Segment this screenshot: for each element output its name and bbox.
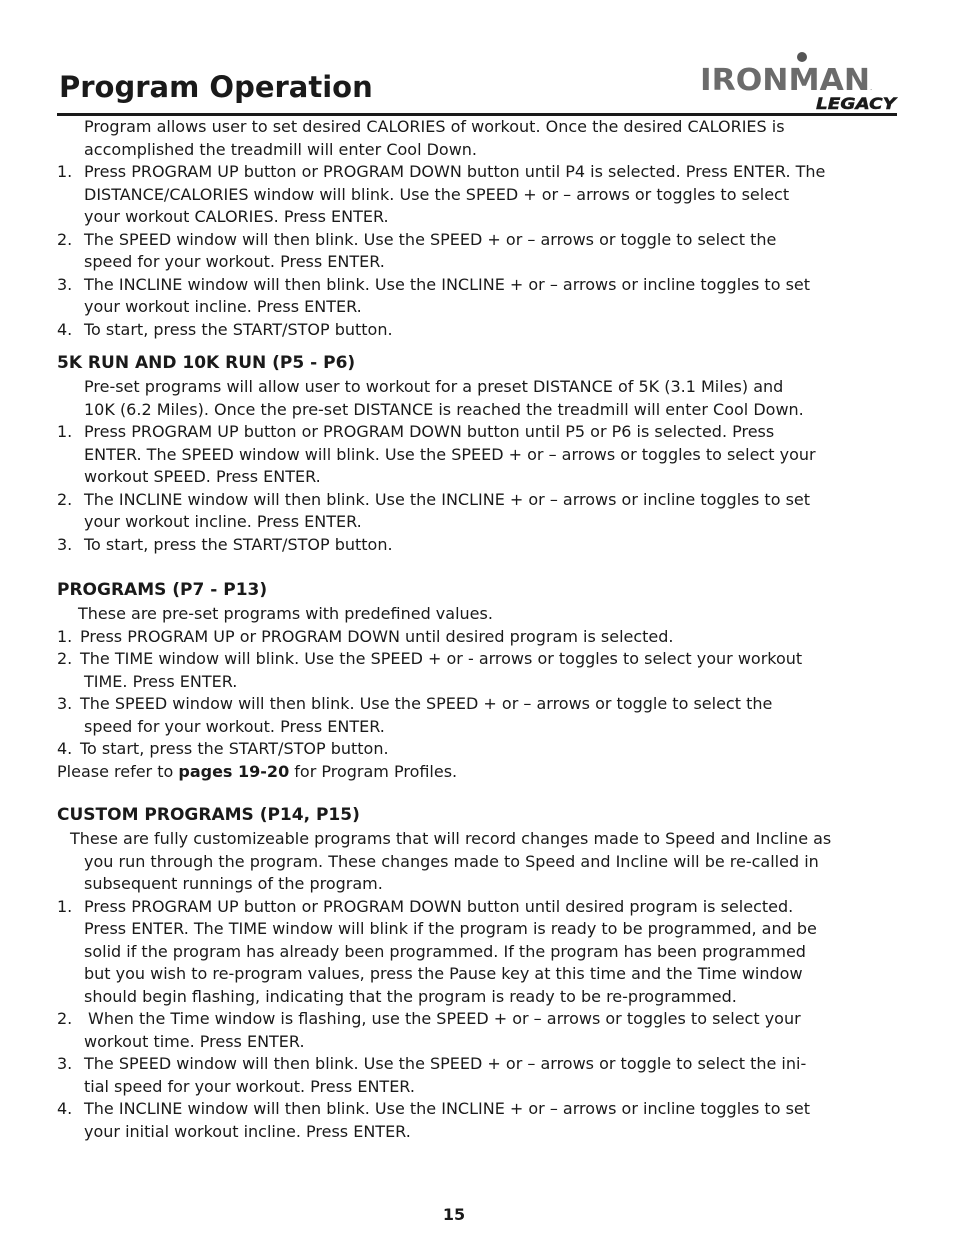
intro-line: Program allows user to set desired CALORIES of workout. Once the desired CALORIES is <box>84 117 785 136</box>
step-line: The INCLINE window will then blink. Use the INCLINE + or – arrows or incline toggles to set <box>84 489 811 509</box>
step-line: your initial workout incline. Press ENTER. <box>84 1121 411 1141</box>
step-number: 3. <box>57 534 73 554</box>
step-line: Press ENTER. The TIME window will blink if the program is ready to be programmed, and be <box>84 919 817 938</box>
svg-text:LEGACY: LEGACY <box>816 94 898 112</box>
step-number: 4. <box>57 1099 73 1118</box>
step-line: Press PROGRAM UP button or PROGRAM DOWN button until P5 or P6 is selected. Press <box>84 422 775 441</box>
step-number: 1. <box>57 422 73 441</box>
step-line: your workout incline. Press ENTER. <box>84 297 362 316</box>
step-number: 3. <box>57 1054 73 1073</box>
section-heading: CUSTOM PROGRAMS (P14, P15) <box>57 805 360 825</box>
step-line: The INCLINE window will then blink. Use the INCLINE + or – arrows or incline toggles to set <box>84 1099 811 1118</box>
step-line: TIME. Press ENTER. <box>84 671 238 691</box>
step-number: 4. <box>57 739 73 758</box>
intro-line: you run through the program. These changes made to Speed and Incline will be re-called in <box>84 851 819 871</box>
step-line: Press PROGRAM UP or PROGRAM DOWN until desired program is selected. <box>80 626 674 646</box>
section-heading: PROGRAMS (P7 - P13) <box>57 580 268 600</box>
step-line: your workout CALORIES. Press ENTER. <box>84 207 389 226</box>
intro-line: subsequent runnings of the program. <box>84 874 383 893</box>
step-line: The SPEED window will then blink. Use the SPEED + or – arrows or toggle to select the <box>80 694 773 713</box>
profile-reference <box>57 761 457 783</box>
step-line: To start, press the START/STOP button. <box>84 534 393 554</box>
intro-line: accomplished the treadmill will enter Cool Down. <box>84 139 478 159</box>
intro-line: These are pre-set programs with predefined values. <box>78 604 493 623</box>
step-line: Press PROGRAM UP button or PROGRAM DOWN button until P4 is selected. Press ENTER. The <box>84 162 826 181</box>
step-number: 4. <box>57 319 73 339</box>
svg-text:IRONMAN: IRONMAN <box>700 63 870 98</box>
step-line: solid if the program has already been programmed. If the program has been programmed <box>84 941 806 961</box>
step-line: but you wish to re-program values, press the Pause key at this time and the Time window <box>84 964 803 983</box>
step-number: 2. <box>57 229 73 249</box>
step-number: 2. <box>57 489 73 509</box>
step-line: speed for your workout. Press ENTER. <box>84 716 385 736</box>
step-line: The SPEED window will then blink. Use the SPEED + or – arrows or toggle to select the <box>84 229 777 249</box>
step-line: your workout incline. Press ENTER. <box>84 512 362 531</box>
refer-prefix: Please refer to <box>57 761 179 781</box>
step-number: 3. <box>57 274 73 294</box>
step-line: DISTANCE/CALORIES window will blink. Use the SPEED + or – arrows or toggles to select <box>84 184 790 204</box>
step-line: should begin flashing, indicating that the program is ready to be re-programmed. <box>84 986 737 1006</box>
refer-suffix: for Program Profiles. <box>289 761 458 781</box>
step-line: workout SPEED. Press ENTER. <box>84 467 321 486</box>
page-title: Program Operation <box>59 70 373 104</box>
step-number: 3. <box>57 694 73 713</box>
ironman-legacy-logo <box>698 50 898 112</box>
step-line: When the Time window is flashing, use the SPEED + or – arrows or toggles to select your <box>88 1009 801 1028</box>
step-number: 2. <box>57 649 73 668</box>
intro-line: These are fully customizeable programs that will record changes made to Speed and Incline as <box>70 829 832 848</box>
step-line: The SPEED window will then blink. Use the SPEED + or – arrows or toggle to select the ini- <box>84 1054 807 1073</box>
svg-text:.: . <box>870 84 873 92</box>
step-line: The INCLINE window will then blink. Use the INCLINE + or – arrows or incline toggles to set <box>84 274 811 294</box>
step-number: 1. <box>57 626 73 646</box>
section-heading: 5K RUN AND 10K RUN (P5 - P6) <box>57 353 356 373</box>
step-line: Press PROGRAM UP button or PROGRAM DOWN button until desired program is selected. <box>84 896 794 916</box>
intro-line: Pre-set programs will allow user to workout for a preset DISTANCE of 5K (3.1 Miles) and <box>84 377 784 396</box>
step-line: tial speed for your workout. Press ENTER. <box>84 1076 415 1096</box>
step-line: To start, press the START/STOP button. <box>80 739 389 758</box>
step-number: 1. <box>57 162 73 181</box>
page-number: 15 <box>442 1205 466 1224</box>
step-line: workout time. Press ENTER. <box>84 1031 305 1051</box>
step-line: The TIME window will blink. Use the SPEED + or - arrows or toggles to select your workout <box>80 649 803 668</box>
step-line: ENTER. The SPEED window will blink. Use the SPEED + or – arrows or toggles to select your <box>84 444 816 464</box>
step-line: To start, press the START/STOP button. <box>84 319 393 339</box>
step-line: speed for your workout. Press ENTER. <box>84 252 385 271</box>
intro-line: 10K (6.2 Miles). Once the pre-set DISTANCE is reached the treadmill will enter Cool Down. <box>84 399 804 419</box>
refer-pages: pages 19-20 <box>178 761 290 781</box>
step-number: 1. <box>57 896 73 916</box>
step-number: 2. <box>57 1009 73 1028</box>
